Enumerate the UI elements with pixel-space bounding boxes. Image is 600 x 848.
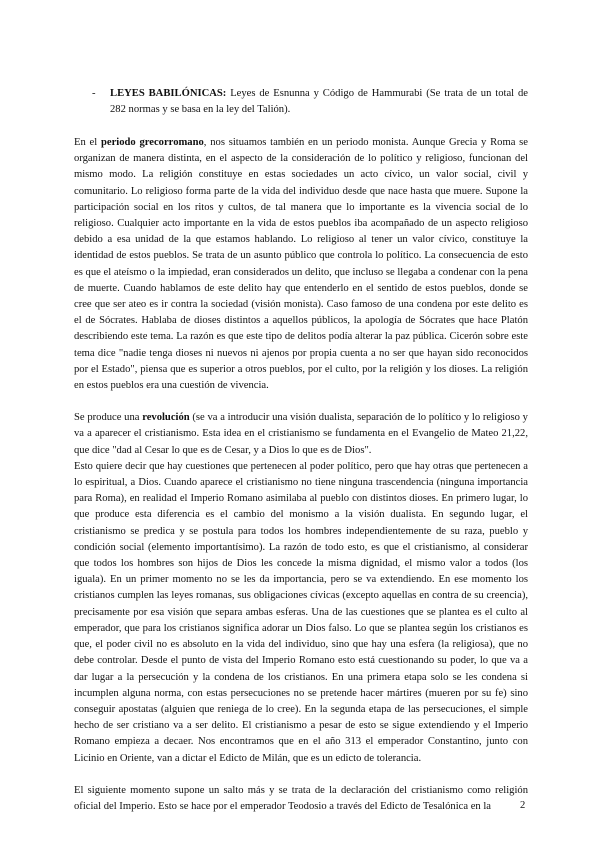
document-page [74,86,528,815]
bullet-dash: - [92,88,96,99]
paragraph-religion-oficial: El siguiente momento supone un salto más y se trata de la declaración del cristianismo como religión oficial del Imperio. Esto se hace por el emperador Teodosio a través del Edicto de Tesalónica en la [74,784,528,812]
page-number: 2 [520,800,526,811]
bullet-heading: LEYES BABILÓNICAS: [110,88,227,99]
paragraph1-lead: En el [74,137,101,148]
paragraph1-body: , nos situamos también en un periodo monista. Aunque Grecia y Roma se organizan de manera distinta, en el aspecto de la consideración de lo político y religioso, funcionan del mismo modo. La religión constituye en estas sociedades un acto cívico, un valor social, civil y comunitario. Lo religioso forma parte de la vida del individuo desde que nace hasta que muere. Supone la participación social en los ritos y cultos, de tal manera que lo importante es la vivencia social de lo religioso. Cualquier acto importante en la vida de estos pueblos iba acompañado de un aspecto religioso debido a esa unidad de la que estamos hablando. Lo religioso al tener un valor cívico, constituye la identidad de estos pueblos. Se trata de un asunto público que controla lo político. La consecuencia de esto es que el ateísmo o la impiedad, eran considerados un delito, que incluso se llegaba a condenar con la pena de muerte. Cuando hablamos de este delito hay que entenderlo en el sentido de estos pueblos, donde se cree que ser ateo es ir contra la sociedad (visión monista). Caso famoso de una condena por este delito es el de Sócrates. Hablaba de dioses distintos a aquellos públicos, la apología de Sócrates que hace Platón describiendo este tema. La razón es que este tipo de delitos podía alterar la paz pública. Cicerón sobre este tema dice "nadie tenga dioses ni nuevos ni ajenos por propia cuenta a no ser que hayan sido reconocidos por el Estado", piensa que es superior a otros pueblos, por el culto, por la religión y los dioses. La religión en estos pueblos era una cuestión de vivencia. [74,137,528,392]
paragraph-revolucion [74,410,528,459]
bullet-text [110,86,528,118]
bullet-item-leyes-babilonicas [92,86,528,118]
paragraph1-bold-term: periodo grecorromano [100,137,204,148]
paragraph2-bold-term: revolución [142,412,190,424]
paragraph-cristianismo: Esto quiere decir que hay cuestiones que pertenecen al poder político, pero que hay otras que pertenecen a lo espiritual, a Dios. Cuando aparece el cristianismo no tiene ninguna trascendencia (ninguna importancia para Roma), en realidad el Imperio Romano asimilaba al pueblo con distintos dioses. En primero lugar, lo que produce esta diferencia es el cambio del monismo a la visión dualista. En segundo lugar, el cristianismo se predica y se postula para todos los hombres independientemente de su raza, pueblo y condición social (elemento importantísimo). La razón de todo esto, es que el cristianismo, al considerar que todos los hombres son hijos de Dios les concede la misma dignidad, el mismo valor a todos (los iguala). En un primer momento no se les da importancia, pero se va extendiendo. En ese momento los cristianos cumplen las leyes romanas, sus obligaciones cívicas (excepto aquellas en contra de su creencia), precisamente por esa visión que separa ambas esferas. Una de las cuestiones que se plantea es el culto al emperador, que para los cristianos significa adorar un Dios falso. Lo que se plantea según los cristianos es que, el poder civil no es absoluto en la vida del individuo, sino que hay una esfera (la religiosa), que no debe controlar. Desde el punto de vista del Imperio Romano esto está cuestionando su poder, lo que va a dar lugar a la persecución y la condena de los cristianos. En una primera etapa solo se les condena si incumplen alguna norma, con estas persecuciones no se pretende hacer mártires (mueren por su fe) sino conseguir apostatas (alguien que reniega de lo cree). En la segunda etapa de las persecuciones, el simple hecho de ser cristiano va a ser delito. El cristianismo a pesar de esto se sigue extendiendo y el Imperio Romano empieza a decaer. Nos encontramos que en el año 313 el emperador Constantino, junto con Licinio en Oriente, van a dictar el Edicto de Milán, que es un edicto de tolerancia. [74,460,528,764]
paragraph2-lead: Se produce una [74,412,143,424]
paragraph2-body: (se va a introducir una visión dualista, separación de lo político y lo religioso y va a aparecer el cristianismo. Esta idea en el cristianismo se fundamenta en el Evangelio de Mateo 21,22, que dice "dad al Cesar lo que es de Cesar, y a Dios lo que es de Dios". [74,412,528,456]
bullet-body: Leyes de Esnunna y Código de Hammurabi (Se trata de un total de 282 normas y se basa en la ley del Talión). [110,88,528,115]
paragraph-periodo-grecorromano [74,135,528,394]
